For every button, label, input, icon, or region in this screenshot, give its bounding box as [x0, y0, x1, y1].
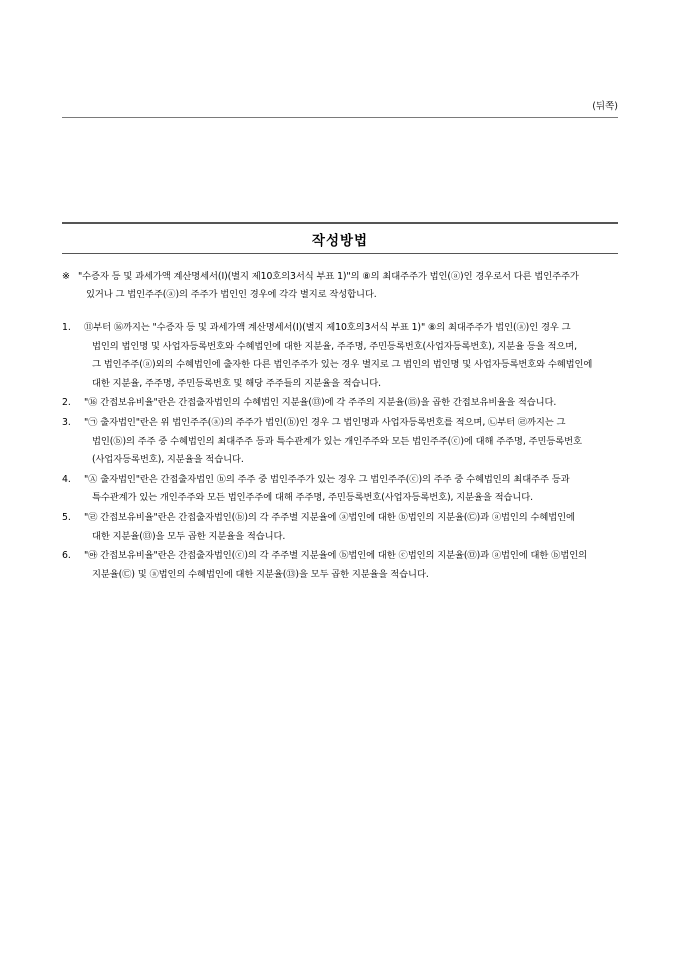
list-item — [62, 414, 618, 470]
list-item-line: "⑯ 간접보유비율"란은 간접출자법인의 수혜법인 지분율(⑬)에 각 주주의 지분율(⑮)을 곱한 간접보유비율을 적습니다. — [84, 397, 557, 409]
list-item-line: 대한 지분율, 주주명, 주민등록번호 및 해당 주주들의 지분율을 적습니다. — [92, 377, 381, 389]
list-item-number: 3. — [62, 416, 71, 428]
list-item-text — [84, 394, 618, 413]
list-item — [62, 509, 618, 546]
list-item-line: 그 법인주주(ⓐ)외의 수혜법인에 출자한 다른 법인주주가 있는 경우 별지로 그 법인의 법인명 및 사업자등록번호와 수혜법인에 — [92, 359, 593, 371]
list-item-line: "㉠ 출자법인"란은 위 법인주주(ⓐ)의 주주가 법인(ⓑ)인 경우 그 법인명과 사업자등록번호를 적으며, ㉡부터 ㉣까지는 그 — [84, 416, 566, 428]
list-item-line: ⑪부터 ⑯까지는 "수증자 등 및 과세가액 계산명세서(Ⅰ)(별지 제10호의3서식 부표 1)" ⑧의 최대주주가 법인(ⓐ)인 경우 그 — [84, 322, 571, 333]
instructions-content — [62, 268, 618, 585]
list-item — [62, 394, 618, 413]
list-item-line: "㉵ 간접보유비율"란은 간접출자법인(ⓒ)의 각 주주별 지분율에 ⓑ법인에 대한 ⓒ법인의 지분율(㉤)과 ⓐ법인에 대한 ⓑ법인의 — [84, 550, 587, 562]
list-item-text — [84, 471, 618, 508]
list-item-text — [84, 547, 618, 584]
list-item — [62, 471, 618, 508]
list-item-line: 법인의 법인명 및 사업자등록번호와 수혜법인에 대한 지분율, 주주명, 주민등록번호(사업자등록번호), 지분율 등을 적으며, — [92, 340, 578, 352]
list-item-line: 법인(ⓑ)의 주주 중 수혜법인의 최대주주 등과 특수관계가 있는 개인주주와 모든 법인주주(ⓒ)에 대해 주주명, 주민등록번호 — [92, 435, 582, 447]
list-item-text — [84, 319, 618, 393]
list-item-line: "Ⓐ 출자법인"란은 간접출자법인 ⓑ의 주주 중 법인주주가 있는 경우 그 법인주주(ⓒ)의 주주 중 수혜법인의 최대주주 등과 — [84, 473, 570, 485]
page-title: 작성방법 — [311, 232, 369, 249]
list-item-number: 4. — [62, 473, 71, 485]
page-side-marker: (뒤쪽) — [592, 101, 618, 112]
note-line: 있거나 그 법인주주(ⓐ)의 주주가 법인인 경우에 각각 별지로 작성합니다. — [86, 288, 377, 300]
list-item-line: 대한 지분율(⑬)을 모두 곱한 지분율을 적습니다. — [92, 530, 286, 542]
list-item-number: 2. — [62, 397, 71, 409]
list-item-text — [84, 414, 618, 470]
header-divider — [62, 117, 618, 118]
note-text — [78, 268, 618, 303]
list-item-line: 특수관계가 있는 개인주주와 모든 법인주주에 대해 주주명, 주민등록번호(사업자등록번호), 지분율을 적습니다. — [92, 492, 533, 504]
list-item-line: (사업자등록번호), 지분율을 적습니다. — [92, 454, 244, 466]
note-line: "수증자 등 및 과세가액 계산명세서(Ⅰ)(별지 제10호의3서식 부표 1)"의 ⑧의 최대주주가 법인(ⓐ)인 경우로서 다른 법인주주가 — [78, 271, 579, 282]
section-title-band — [62, 222, 618, 254]
list-item-line: "㉣ 간접보유비율"란은 간접출자법인(ⓑ)의 각 주주별 지분율에 ⓐ법인에 대한 ⓑ법인의 지분율(㉢)과 ⓐ법인의 수혜법인에 — [84, 511, 575, 523]
list-item-line: 지분율(㉢) 및 ⓐ법인의 수혜법인에 대한 지분율(⑬)을 모두 곱한 지분율을 적습니다. — [92, 568, 429, 580]
note-block — [62, 268, 618, 303]
list-item-text — [84, 509, 618, 546]
list-item — [62, 547, 618, 584]
list-item — [62, 319, 618, 393]
instruction-list — [62, 319, 618, 584]
list-item-number: 1. — [62, 322, 71, 333]
note-mark-icon: ※ — [62, 271, 70, 282]
list-item-number: 6. — [62, 550, 71, 562]
list-item-number: 5. — [62, 511, 71, 523]
